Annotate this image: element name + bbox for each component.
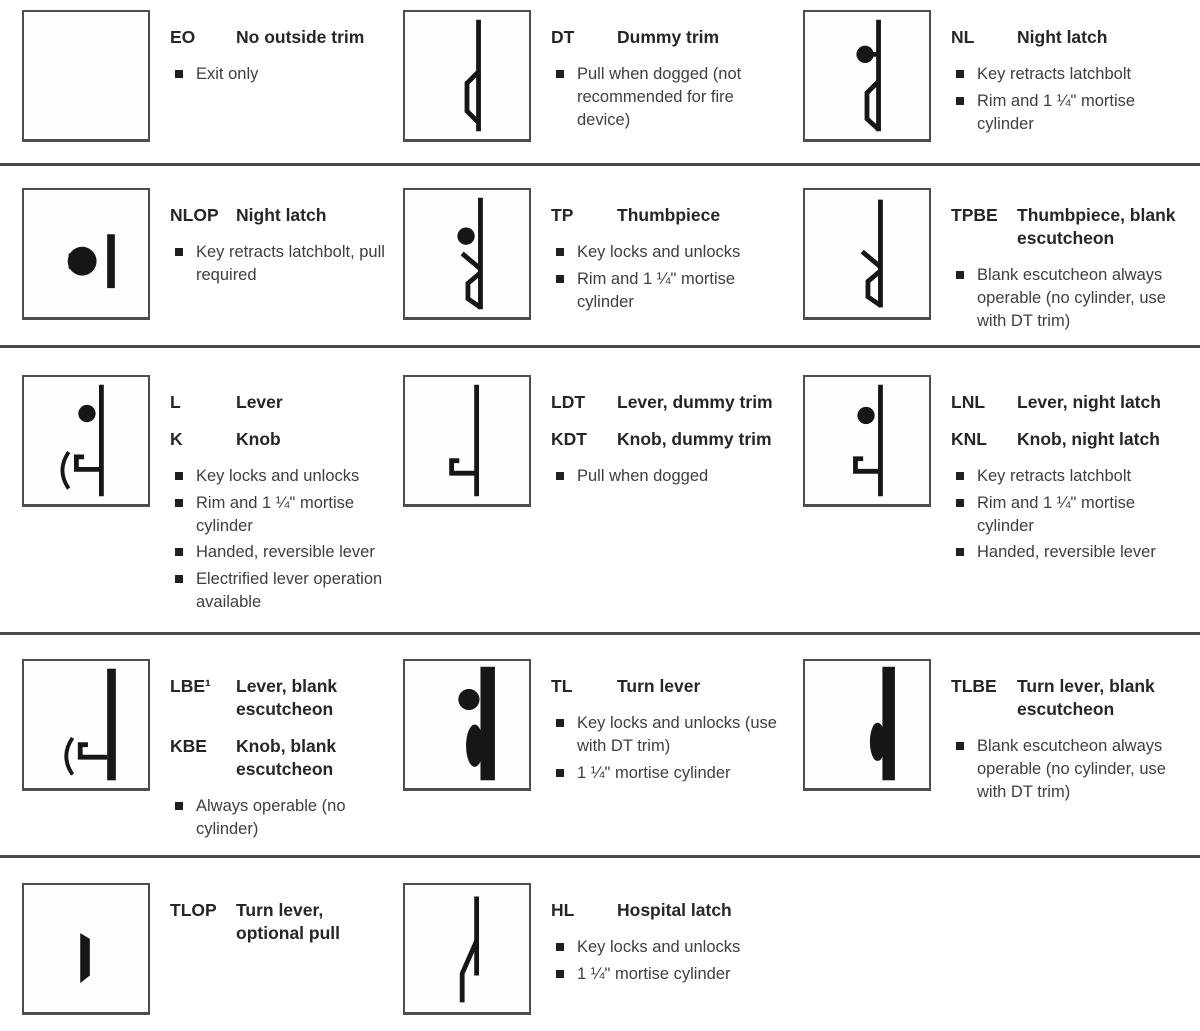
trim-row-4: [0, 635, 1200, 858]
trim-info-tpbe: [951, 188, 1184, 336]
trim-cell-ldt-kdt: [390, 375, 790, 632]
trim-code: TL: [551, 676, 573, 696]
trim-code: LNL: [951, 392, 986, 412]
bullet-item: [556, 762, 784, 785]
trim-title: Knob, dummy trim: [617, 429, 772, 450]
bullet-text: Rim and 1 ¼" mortise cylinder: [977, 493, 1136, 535]
bullet-text: Electrified lever operation available: [196, 570, 383, 612]
trim-info-tlop: [170, 883, 390, 945]
trim-cell-lnl-knl: [790, 375, 1200, 632]
bullet-square-icon: [175, 248, 183, 256]
trim-heading: [551, 391, 773, 414]
trim-cell-l-k: [0, 375, 390, 632]
bullet-text: Blank escutcheon always operable (no cylinder, use with DT trim): [977, 266, 1166, 330]
bullet-text: Key locks and unlocks: [577, 243, 741, 262]
bullet-text: Key retracts latchbolt: [977, 65, 1132, 84]
bullet-square-icon: [956, 742, 964, 750]
trim-cell-eo: [0, 10, 390, 163]
bullet-item: [175, 795, 390, 841]
trim-heading: [551, 428, 773, 451]
bullet-item: [175, 63, 364, 86]
bullet-item: [956, 63, 1184, 86]
trim-code: LDT: [551, 392, 586, 412]
tl-turn-lever-icon: [403, 659, 531, 791]
bullet-item: [175, 465, 390, 488]
trim-bullet-list: [551, 63, 784, 131]
trim-bullet-list: [951, 63, 1184, 135]
bullet-square-icon: [556, 248, 564, 256]
bullet-text: Key locks and unlocks (use with DT trim): [577, 714, 777, 755]
trim-code: L: [170, 392, 181, 412]
trim-heading: [951, 26, 1184, 49]
bullet-item: [175, 568, 390, 614]
trim-cell-tlop: [0, 883, 390, 1031]
trim-bullet-list: [551, 936, 740, 986]
bullet-text: Rim and 1 ¼" mortise cylinder: [977, 91, 1136, 133]
bullet-item: [175, 241, 390, 287]
trim-bullet-list: [170, 465, 390, 614]
bullet-square-icon: [556, 70, 564, 78]
trim-title: Knob: [236, 429, 281, 450]
hl-hospital-latch-icon: [403, 883, 531, 1015]
bullet-text: Exit only: [196, 65, 259, 84]
dt-dummy-trim-icon: [403, 10, 531, 142]
trim-bullet-list: [170, 63, 364, 86]
bullet-text: Key retracts latchbolt: [977, 467, 1132, 486]
tlbe-turn-lever-blank-escutcheon-icon: [803, 659, 931, 791]
bullet-square-icon: [556, 472, 564, 480]
trim-heading: [551, 26, 784, 49]
trim-code: NL: [951, 27, 975, 47]
trim-bullet-list: [951, 264, 1184, 332]
trim-title: Hospital latch: [617, 900, 732, 920]
trim-code: TLBE: [951, 676, 997, 696]
bullet-square-icon: [175, 472, 183, 480]
bullet-text: 1 ¼" mortise cylinder: [577, 763, 731, 782]
bullet-square-icon: [956, 271, 964, 279]
trim-heading: [170, 675, 390, 721]
bullet-text: Handed, reversible lever: [196, 543, 375, 562]
trim-code: LBE¹: [170, 676, 211, 696]
bullet-item: [956, 492, 1184, 538]
trim-info-tlbe: [951, 659, 1184, 807]
bullet-text: Rim and 1 ¼" mortise cylinder: [577, 269, 736, 311]
trim-info-l-k: [170, 375, 390, 618]
trim-code: KNL: [951, 429, 987, 450]
bullet-square-icon: [175, 802, 183, 810]
trim-title: Lever, dummy trim: [617, 392, 773, 412]
trim-cell-tl: [390, 659, 790, 855]
eo-no-outside-trim-icon: [22, 10, 150, 142]
bullet-item: [556, 465, 773, 488]
trim-code: DT: [551, 27, 575, 47]
bullet-square-icon: [956, 472, 964, 480]
trim-bullet-list: [951, 465, 1184, 564]
trim-bullet-list: [170, 795, 390, 841]
bullet-item: [556, 241, 784, 264]
trim-heading: [951, 675, 1184, 721]
bullet-square-icon: [956, 70, 964, 78]
bullet-text: Handed, reversible lever: [977, 543, 1156, 562]
bullet-text: Key locks and unlocks: [196, 467, 360, 486]
trim-code: KBE: [170, 736, 207, 757]
trim-row-5: [0, 858, 1200, 1031]
bullet-square-icon: [556, 275, 564, 283]
bullet-item: [556, 963, 740, 986]
trim-cell-hl: [390, 883, 790, 1031]
trim-info-eo: [170, 10, 364, 90]
trim-cell-nl: [790, 10, 1200, 163]
trim-title: Knob, night latch: [1017, 429, 1160, 450]
trim-title: Night latch: [236, 205, 327, 225]
trim-heading: [170, 428, 390, 451]
tpbe-thumbpiece-blank-escutcheon-icon: [803, 188, 931, 320]
trim-heading: [951, 391, 1184, 414]
trim-cell-tp: [390, 188, 790, 345]
trim-bullet-list: [951, 735, 1184, 803]
bullet-text: Pull when dogged (not recommended for fire device): [577, 65, 742, 129]
trim-heading: [170, 899, 390, 945]
trim-heading: [170, 391, 390, 414]
trim-info-hl: [551, 883, 740, 990]
bullet-item: [556, 712, 784, 758]
trim-code: HL: [551, 900, 575, 920]
bullet-item: [556, 936, 740, 959]
bullet-square-icon: [175, 548, 183, 556]
trim-info-lbe-kbe: [170, 659, 390, 845]
bullet-item: [556, 63, 784, 131]
trim-cell-nlop: [0, 188, 390, 345]
trim-code: TPBE: [951, 205, 998, 225]
nl-night-latch-icon: [803, 10, 931, 142]
trim-bullet-list: [170, 241, 390, 287]
trim-cell-dt: [390, 10, 790, 163]
trim-cell-tlbe: [790, 659, 1200, 855]
bullet-item: [956, 90, 1184, 136]
trim-title: Dummy trim: [617, 27, 720, 47]
bullet-square-icon: [956, 97, 964, 105]
trim-heading: [170, 26, 364, 49]
trim-title: Night latch: [1017, 27, 1108, 47]
trim-bullet-list: [551, 241, 784, 313]
trim-info-tp: [551, 188, 784, 317]
bullet-text: Key locks and unlocks: [577, 938, 741, 957]
trim-title: Knob, blank escutcheon: [236, 736, 337, 780]
bullet-square-icon: [556, 943, 564, 951]
trim-cell-lbe-kbe: [0, 659, 390, 855]
bullet-square-icon: [956, 548, 964, 556]
bullet-item: [956, 264, 1184, 332]
trim-heading: [170, 735, 390, 781]
bullet-text: 1 ¼" mortise cylinder: [577, 964, 731, 983]
tp-thumbpiece-icon: [403, 188, 531, 320]
bullet-square-icon: [956, 499, 964, 507]
lnl-lever-night-latch-icon: [803, 375, 931, 507]
bullet-item: [956, 735, 1184, 803]
trim-title: Turn lever, blank escutcheon: [1017, 676, 1155, 720]
trim-row-2: [0, 166, 1200, 348]
trim-info-dt: [551, 10, 784, 135]
trim-title: Thumbpiece: [617, 205, 721, 225]
trim-title: Thumbpiece, blank escutcheon: [1017, 205, 1176, 249]
bullet-item: [956, 465, 1184, 488]
trim-heading: [951, 428, 1184, 451]
bullet-item: [956, 541, 1184, 564]
bullet-square-icon: [175, 70, 183, 78]
lbe-lever-blank-escutcheon-icon: [22, 659, 150, 791]
trim-cell-tpbe: [790, 188, 1200, 345]
trim-code: NLOP: [170, 205, 219, 225]
bullet-square-icon: [556, 719, 564, 727]
trim-title: Turn lever, optional pull: [236, 900, 341, 944]
trim-heading: [951, 204, 1184, 250]
trim-code: TLOP: [170, 900, 217, 920]
trim-title: Lever, blank escutcheon: [236, 676, 338, 720]
bullet-item: [175, 492, 390, 538]
bullet-item: [175, 541, 390, 564]
trim-title: Turn lever: [617, 676, 701, 696]
trim-code: EO: [170, 27, 196, 47]
tlop-turn-lever-optional-pull-icon: [22, 883, 150, 1015]
trim-bullet-list: [551, 712, 784, 784]
trim-code: KDT: [551, 429, 587, 450]
trim-info-lnl-knl: [951, 375, 1184, 568]
trim-title: No outside trim: [236, 27, 365, 47]
bullet-text: Blank escutcheon always operable (no cylinder, use with DT trim): [977, 737, 1166, 801]
bullet-item: [556, 268, 784, 314]
nlop-night-latch-pull-icon: [22, 188, 150, 320]
bullet-square-icon: [556, 769, 564, 777]
trim-row-1: [0, 0, 1200, 166]
l-lever-cylinder-icon: [22, 375, 150, 507]
trim-heading: [170, 204, 390, 227]
trim-heading: [551, 899, 740, 922]
trim-bullet-list: [551, 465, 773, 488]
trim-info-nl: [951, 10, 1184, 139]
bullet-text: Rim and 1 ¼" mortise cylinder: [196, 493, 355, 535]
bullet-text: Key retracts latchbolt, pull required: [196, 243, 385, 284]
trim-code: K: [170, 429, 183, 450]
trim-title: Lever, night latch: [1017, 392, 1161, 412]
bullet-square-icon: [175, 499, 183, 507]
trim-title: Lever: [236, 392, 283, 412]
bullet-square-icon: [556, 970, 564, 978]
bullet-text: Pull when dogged: [577, 467, 709, 486]
trim-heading: [551, 204, 784, 227]
trim-heading: [551, 675, 784, 698]
trim-code: TP: [551, 205, 574, 225]
trim-row-3: [0, 348, 1200, 635]
trim-info-nlop: [170, 188, 390, 291]
trim-info-tl: [551, 659, 784, 788]
bullet-text: Always operable (no cylinder): [196, 797, 346, 839]
trim-info-ldt-kdt: [551, 375, 773, 492]
ldt-lever-dummy-trim-icon: [403, 375, 531, 507]
bullet-square-icon: [175, 575, 183, 583]
